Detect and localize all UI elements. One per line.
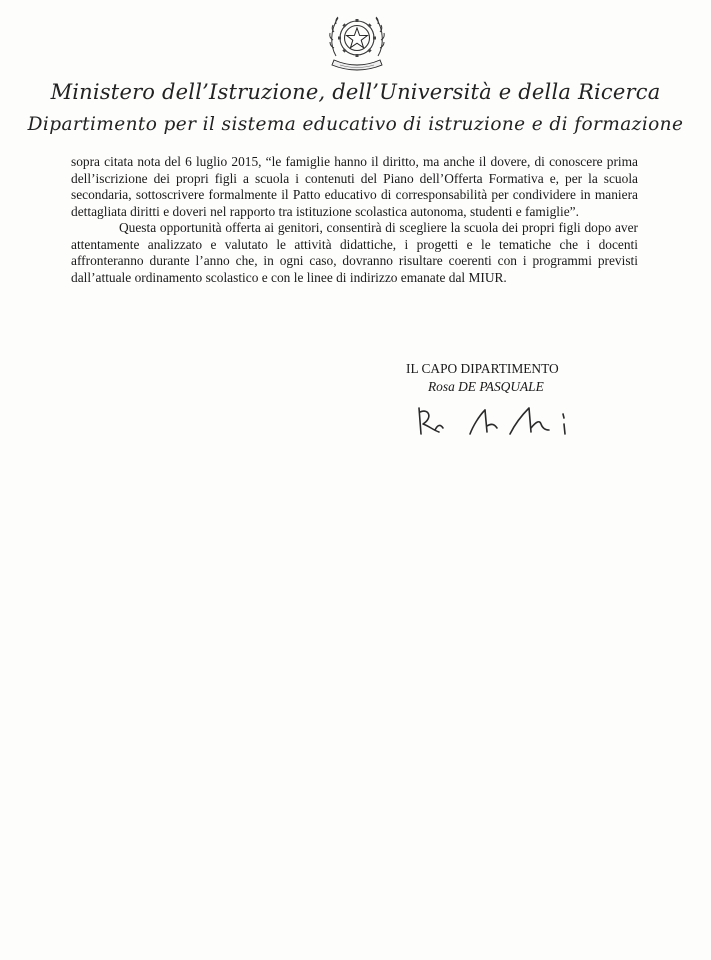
ministry-heading: Ministero dell’Istruzione, dell’Università e della Ricerca <box>50 80 661 104</box>
italian-republic-emblem-icon <box>326 8 388 74</box>
signatory-name: Rosa DE PASQUALE <box>428 379 544 394</box>
signature-block <box>406 360 606 396</box>
handwritten-signature <box>415 404 580 440</box>
signatory-title: IL CAPO DIPARTIMENTO <box>406 361 559 376</box>
body-paragraph-1: sopra citata nota del 6 luglio 2015, “le famiglie hanno il diritto, ma anche il dovere, di conoscere prima dell’iscrizione dei propri figli a scuola i contenuti del Piano dell’Offerta Formativa e, per la scuola secondaria, sottoscrivere formalmente il Patto educativo di corresponsabilità per condividere in maniera dettagliata diritti e doveri nel rapporto tra istituzione scolastica autonoma, studenti e famiglie”. <box>71 154 638 219</box>
body-paragraph-2: Questa opportunità offerta ai genitori, consentirà di scegliere la scuola dei propri figli dopo aver attentamente analizzato e valutato le attività didattiche, i progetti e le tematiche che i docenti affronteranno durante l’anno che, in ogni caso, dovranno risultare coerenti con i programmi previsti dall’attuale ordinamento scolastico e con le linee di indirizzo emanate dal MIUR. <box>71 220 638 285</box>
department-heading: Dipartimento per il sistema educativo di istruzione e di formazione <box>27 114 684 135</box>
letter-body <box>71 154 638 286</box>
